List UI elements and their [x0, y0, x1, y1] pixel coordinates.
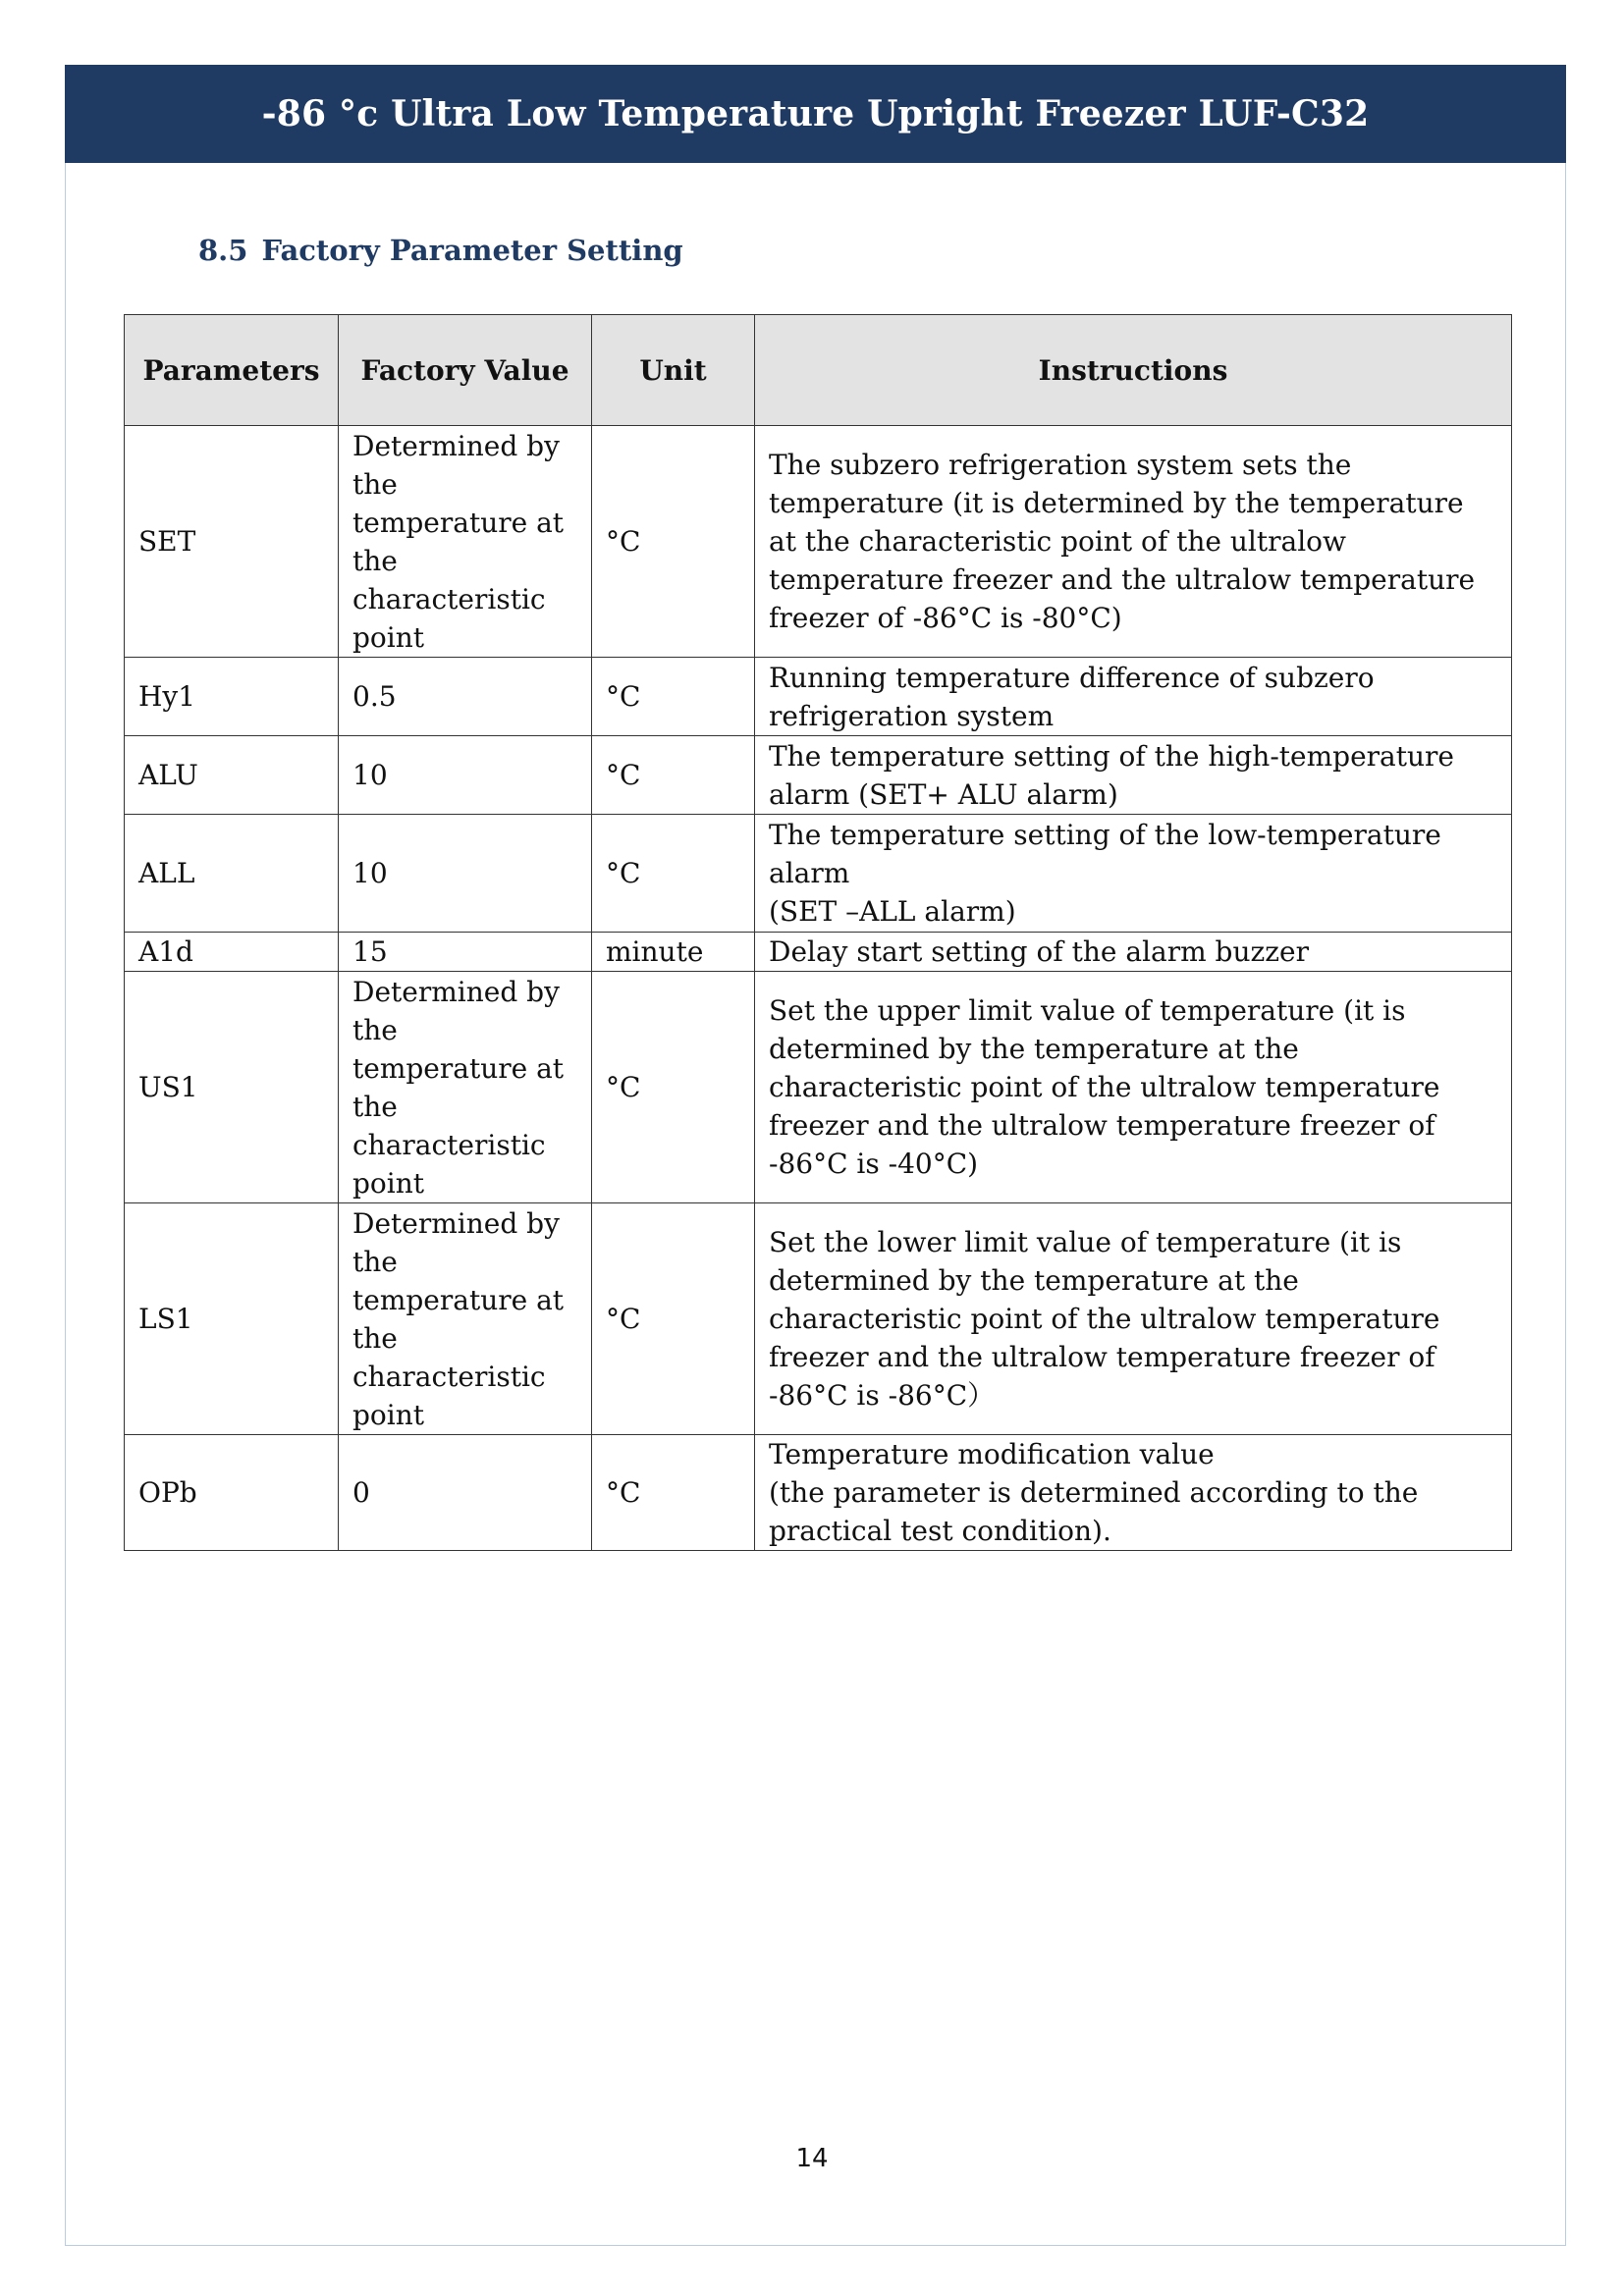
- unit-cell: °C: [592, 972, 755, 1203]
- document-header: [65, 65, 1566, 163]
- table-row: [125, 658, 1512, 736]
- param-cell: SET: [125, 426, 339, 658]
- instructions-cell: The subzero refrigeration system sets the temperature (it is determined by the temperature at the characteristic point of the ultralow temperature freezer and the ultralow temperature freezer of -86°C is -80°C): [755, 426, 1512, 658]
- unit-cell: °C: [592, 1203, 755, 1435]
- value-cell: 10: [339, 736, 592, 815]
- instructions-cell: Set the lower limit value of temperature (it is determined by the temperature at the characteristic point of the ultralow temperature freezer and the ultralow temperature freezer of -86°C is -86°C）: [755, 1203, 1512, 1435]
- instructions-cell: Running temperature difference of subzero refrigeration system: [755, 658, 1512, 736]
- section-heading: [198, 234, 683, 267]
- document-title: -86 °c Ultra Low Temperature Upright Freezer LUF-C32: [261, 93, 1370, 134]
- unit-cell: °C: [592, 658, 755, 736]
- table-row: [125, 972, 1512, 1203]
- instructions-cell: The temperature setting of the high-temperature alarm (SET+ ALU alarm): [755, 736, 1512, 815]
- value-cell: 10: [339, 815, 592, 933]
- table-row: [125, 1203, 1512, 1435]
- table-row: [125, 1435, 1512, 1551]
- value-cell: Determined by the temperature at the characteristic point: [339, 426, 592, 658]
- column-header-factory-value: Factory Value: [339, 315, 592, 426]
- param-cell: ALU: [125, 736, 339, 815]
- unit-cell: °C: [592, 426, 755, 658]
- factory-parameter-table: [124, 314, 1512, 1551]
- unit-cell: °C: [592, 736, 755, 815]
- param-cell: ALL: [125, 815, 339, 933]
- param-cell: A1d: [125, 933, 339, 972]
- table-row: [125, 815, 1512, 933]
- param-cell: US1: [125, 972, 339, 1203]
- value-cell: 15: [339, 933, 592, 972]
- unit-cell: °C: [592, 1435, 755, 1551]
- table-header-row: [125, 315, 1512, 426]
- instructions-cell: Set the upper limit value of temperature (it is determined by the temperature at the characteristic point of the ultralow temperature freezer and the ultralow temperature freezer of -86°C is -40°C): [755, 972, 1512, 1203]
- unit-cell: °C: [592, 815, 755, 933]
- column-header-parameters: Parameters: [125, 315, 339, 426]
- section-title: Factory Parameter Setting: [261, 234, 683, 267]
- param-cell: OPb: [125, 1435, 339, 1551]
- table-row: [125, 933, 1512, 972]
- instructions-cell: Temperature modification value (the parameter is determined according to the practical test condition).: [755, 1435, 1512, 1551]
- value-cell: Determined by the temperature at the characteristic point: [339, 1203, 592, 1435]
- column-header-unit: Unit: [592, 315, 755, 426]
- table-row: [125, 426, 1512, 658]
- value-cell: 0: [339, 1435, 592, 1551]
- unit-cell: minute: [592, 933, 755, 972]
- instructions-cell: Delay start setting of the alarm buzzer: [755, 933, 1512, 972]
- param-cell: LS1: [125, 1203, 339, 1435]
- page-number: 14: [795, 2144, 829, 2173]
- value-cell: 0.5: [339, 658, 592, 736]
- param-cell: Hy1: [125, 658, 339, 736]
- section-number: 8.5: [198, 234, 248, 267]
- table-row: [125, 736, 1512, 815]
- value-cell: Determined by the temperature at the characteristic point: [339, 972, 592, 1203]
- column-header-instructions: Instructions: [755, 315, 1512, 426]
- instructions-cell: The temperature setting of the low-temperature alarm (SET –ALL alarm): [755, 815, 1512, 933]
